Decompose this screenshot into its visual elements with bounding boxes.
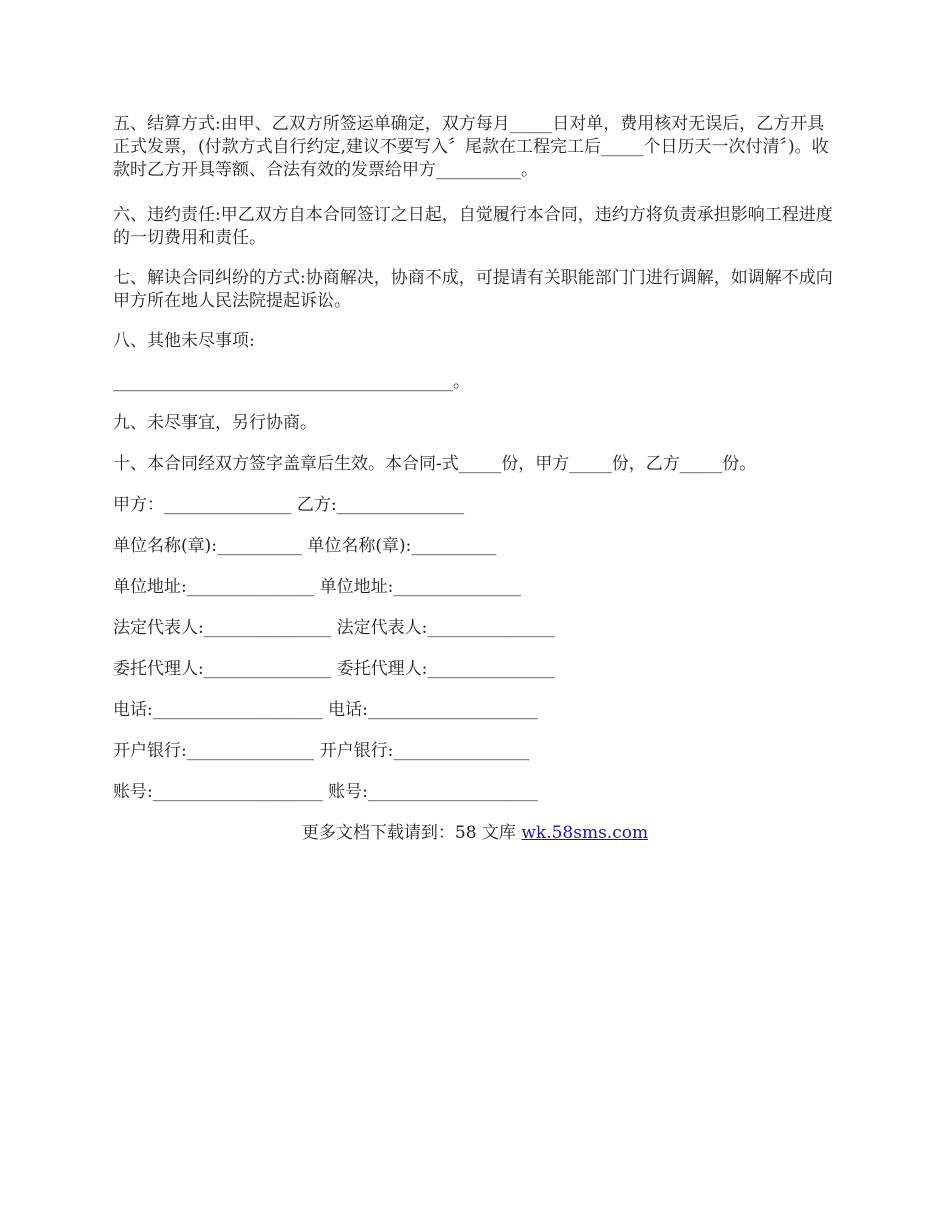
signature-agent-row: 委托代理人:_______________ 委托代理人:_______________ (113, 659, 555, 679)
signature-unit-name-row: 单位名称(章):__________ 单位名称(章):__________ (113, 536, 497, 556)
signature-unit-address-row: 单位地址:_______________ 单位地址:_______________ (113, 577, 521, 597)
signature-bank-row: 开户银行:_______________ 开户银行:________________ (113, 741, 530, 761)
signature-party-row: 甲方：_______________ 乙方:_______________ (113, 495, 465, 515)
clause-8-blank-line: ________________________________________。 (113, 372, 470, 392)
clause-10-effect: 十、本合同经双方签字盖章后生效。本合同-式_____份，甲方_____份，乙方_____份。 (113, 454, 757, 474)
footer-text: 更多文档下载请到：58 文库 (301, 823, 522, 843)
clause-8-other: 八、其他未尽事项: (113, 331, 255, 351)
signature-legal-rep-row: 法定代表人:_______________ 法定代表人:_______________ (113, 618, 555, 638)
clause-9-pending: 九、未尽事宜，另行协商。 (113, 413, 317, 433)
signature-phone-row: 电话:____________________ 电话:____________________ (113, 700, 538, 720)
footer (0, 822, 950, 845)
clause-5-settlement: 五、结算方式:由甲、乙双方所签运单确定，双方每月_____日对单，费用核对无误后，乙方开具正式发票，(付款方式自行约定,建议不要写入〞尾款在工程完工后_____个日历天一次付清〞)。收款时乙方开具等额、合法有效的发票给甲方__________。 (113, 114, 829, 180)
clause-6-liability: 六、违约责任:甲乙双方自本合同签订之日起，自觉履行本合同，违约方将负责承担影响工程进度的一切费用和责任。 (113, 205, 833, 248)
footer-link[interactable]: wk.58sms.com (521, 823, 649, 843)
clause-7-dispute: 七、解诀合同纠纷的方式:协商解决，协商不成，可提请有关职能部门门进行调解，如调解不成向甲方所在地人民法院提起诉讼。 (113, 268, 833, 311)
signature-account-row: 账号:____________________ 账号:____________________ (113, 782, 538, 802)
